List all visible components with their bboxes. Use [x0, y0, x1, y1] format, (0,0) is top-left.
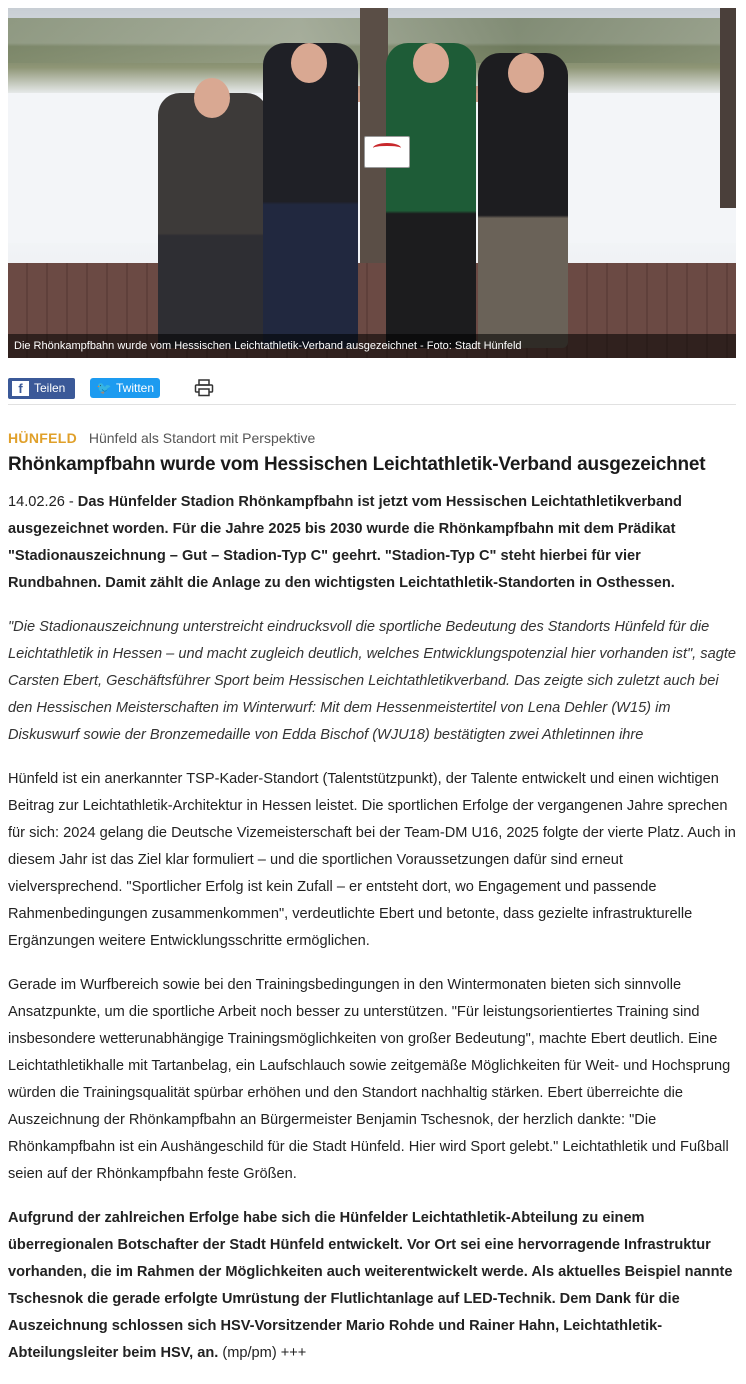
award-certificate — [364, 136, 410, 168]
twitter-share-button[interactable] — [90, 378, 160, 398]
photo-caption: Die Rhönkampfbahn wurde vom Hessischen Leichtathletik-Verband ausgezeichnet - Foto: Stadt Hünfeld — [8, 334, 736, 358]
facebook-icon: f — [12, 381, 29, 396]
person-4 — [478, 53, 568, 348]
person-3-head — [413, 43, 449, 83]
article-paragraph-3 — [8, 1205, 736, 1367]
article-kicker — [8, 429, 315, 447]
twitter-share-label: Twitten — [116, 381, 155, 395]
article-date: 14.02.26 - — [8, 494, 78, 510]
person-1-head — [194, 78, 230, 118]
photo-tree-right — [720, 8, 736, 208]
article-paragraph-1: Hünfeld ist ein anerkannter TSP-Kader-Standort (Talentstützpunkt), der Talente entwickelt und einen wichtigen Beitrag zur Leichtathletik-Architektur in Hessen leistet. Die sportlichen Erfolge der vergangenen Jahre sprechen für sich: 2024 gelang die Deutsche Vizemeisterschaft bei der Team-DM U16, 2025 folgte der vierte Platz. Auch in diesem Jahr ist das Ziel klar formuliert – und die sportlichen Voraussetzungen dafür sind erneut vielversprechend. "Sportlicher Erfolg ist kein Zufall – er entsteht dort, wo Engagement und passende Rahmenbedingungen zusammenkommen", verdeutlichte Ebert und betonte, dass gezielte infrastrukturelle Ergänzungen weitere Entwicklungsschritte ermöglichen. — [8, 771, 736, 949]
article-lead — [8, 489, 736, 597]
article-subtitle: Hünfeld als Standort mit Perspektive — [88, 430, 316, 446]
article-lead-text: Das Hünfelder Stadion Rhönkampfbahn ist jetzt vom Hessischen Leichtathletikverband ausgezeichnet worden. Für die Jahre 2025 bis 2030 wurde die Rhönkampfbahn mit dem Prädikat "Stadionauszeichnung – Gut – Stadion-Typ C" geehrt. "Stadion-Typ C" steht hierbei für vier Rundbahnen. Damit zählt die Anlage zu den wichtigsten Leichtathletik-Standorten in Osthessen. — [8, 494, 682, 591]
article-credits: (mp/pm) +++ — [218, 1345, 307, 1361]
article-headline: Rhönkampfbahn wurde vom Hessischen Leichtathletik-Verband ausgezeichnet — [8, 454, 706, 475]
person-2 — [263, 43, 358, 348]
article-quote: "Die Stadionauszeichnung unterstreicht eindrucksvoll die sportliche Bedeutung des Standorts Hünfeld für die Leichtathletik in Hessen – und macht zugleich deutlich, welches Entwicklungspotenzial hier vorhanden ist", sagte Carsten Ebert, Geschäftsführer Sport beim Hessischen Leichtathletikverband. Das zeigte sich zuletzt auch bei den Hessischen Meisterschaften im Winterwurf: Mit dem Hessenmeistertitel von Lena Dehler (W15) im Diskuswurf sowie der Bronzemedaille von Edda Bischof (WJU18) bestätigten zwei Athletinnen ihre — [8, 619, 736, 743]
share-divider — [8, 404, 736, 405]
person-1 — [158, 93, 268, 348]
share-bar — [8, 376, 215, 400]
article-photo — [8, 8, 736, 358]
print-button[interactable] — [193, 377, 215, 399]
article-location: HÜNFELD — [8, 430, 77, 446]
person-4-head — [508, 53, 544, 93]
twitter-icon: 🐦 — [96, 381, 112, 395]
article-body — [8, 489, 736, 1384]
article-paragraph-3-text: Aufgrund der zahlreichen Erfolge habe sich die Hünfelder Leichtathletik-Abteilung zu einem überregionalen Botschafter der Stadt Hünfeld entwickelt. Vor Ort sei eine hervorragende Infrastruktur vorhanden, die im Rahmen der Möglichkeiten auch weiterentwickelt werde. Als aktuelles Beispiel nannte Tschesnok die gerade erfolgte Umrüstung der Flutlichtanlage auf LED-Technik. Dem Dank für die Auszeichnung schlossen sich HSV-Vorsitzender Mario Rohde und Rainer Hahn, Leichtathletik-Abteilungsleiter beim HSV, an. — [8, 1210, 733, 1361]
article-paragraph-2: Gerade im Wurfbereich sowie bei den Trainingsbedingungen in den Wintermonaten bieten sich sinnvolle Ansatzpunkte, um die sportliche Arbeit noch besser zu unterstützen. "Für leistungsorientiertes Training sind insbesondere wetterunabhängige Trainingsmöglichkeiten von großer Bedeutung", machte Ebert deutlich. Eine Leichtathletikhalle mit Tartanbelag, ein Laufschlauch sowie zeitgemäße Möglichkeiten für Weit- und Hochsprung würden die Trainingsqualität spürbar erhöhen und den Standort nachhaltig stärken. Ebert überreichte die Auszeichnung der Rhönkampfbahn an Bürgermeister Benjamin Tschesnok, der herzlich dankte: "Die Rhönkampfbahn ist ein Aushängeschild für die Stadt Hünfeld. Hier wird Sport gelebt." Leichtathletik und Fußball seien auf der Rhönkampfbahn feste Größen. — [8, 977, 731, 1182]
facebook-share-label: Teilen — [34, 381, 66, 395]
person-3 — [386, 43, 476, 348]
facebook-share-button[interactable] — [8, 378, 75, 399]
person-2-head — [291, 43, 327, 83]
printer-icon — [194, 379, 214, 397]
